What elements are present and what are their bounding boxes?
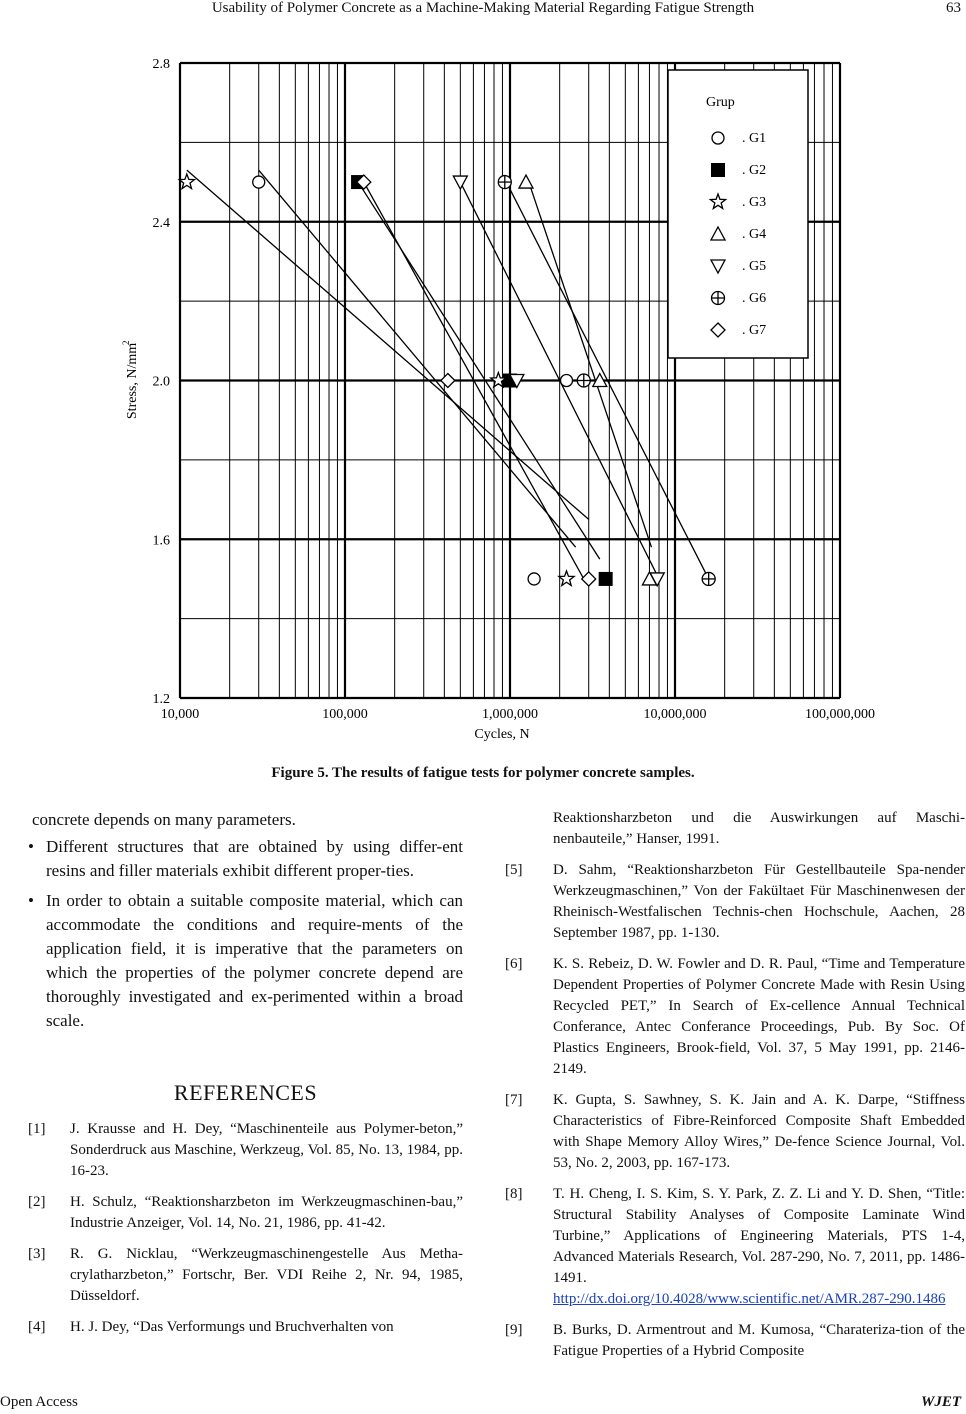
marker-circle (528, 573, 540, 585)
reference-text: B. Burks, D. Armentrout and M. Kumosa, “Charateriza-tion of the Fatigue Properties of a Hybrid Composite (553, 1322, 965, 1359)
legend-title: Grup (706, 95, 735, 110)
x-axis-label: Cycles, N (474, 727, 530, 742)
doi-link[interactable]: http://dx.doi.org/10.4028/www.scientific.net/AMR.287-290.1486 (553, 1291, 946, 1307)
data-point (582, 572, 596, 586)
references-heading: REFERENCES (173, 1080, 318, 1105)
reference-text: K. S. Rebeiz, D. W. Fowler and D. R. Paul, “Time and Temperature Dependent Properties of Polymer Concrete Made with Resin Using Recycled PET,” In Search of Ex-cellence Annual Technical Conferance, Antec Conferance Proceedings, Pub. By Soc. Of Plastics Engineers, Brook-field, Vol. 37, 5 May 1991, pp. 2146-2149. (553, 956, 965, 1077)
legend-entry: . G6 (742, 291, 767, 306)
reference-number: [3] (28, 1246, 46, 1262)
x-tick-label: 10,000,000 (643, 707, 707, 722)
reference-item (505, 860, 965, 944)
marker-triangle-down (453, 176, 467, 189)
data-point (441, 374, 455, 388)
reference-item (28, 1244, 463, 1307)
legend-entry: . G1 (742, 131, 767, 146)
left-column (28, 808, 463, 1348)
legend-entry: . G2 (742, 163, 767, 178)
bullet-item: • Different structures that are obtained by using differ-ent resins and filler materials exhibit different proper-ties. (28, 835, 463, 883)
chart-legend (668, 70, 808, 358)
running-title: Usability of Polymer Concrete as a Machine-Making Material Regarding Fatigue Strength (211, 0, 755, 16)
legend-entry: . G7 (742, 323, 767, 338)
reference-number: [1] (28, 1121, 46, 1137)
x-tick-label: 1,000,000 (482, 707, 538, 722)
reference-text: T. H. Cheng, I. S. Kim, S. Y. Park, Z. Z. Li and Y. D. Shen, “Title: Structural Stability Analyses of Composite Laminate Wind Turbine,” Applications of Engineering Materials, PTS 1-4, Advanced Materials Research, Vol. 287-290, No. 7, 2011, pp. 1486-1491. (553, 1186, 965, 1286)
intro-text: concrete depends on many parameters. (32, 810, 296, 829)
marker-circle (712, 132, 724, 144)
marker-diamond (582, 572, 596, 586)
reference-item (505, 1090, 965, 1174)
reference-number: [9] (505, 1322, 523, 1338)
reference-item (505, 954, 965, 1080)
reference-number: [8] (505, 1186, 523, 1202)
reference-item (28, 1192, 463, 1234)
data-point (519, 175, 533, 188)
reference-number: [7] (505, 1092, 523, 1108)
page-number: 63 (946, 0, 961, 16)
reference-number: [4] (28, 1319, 46, 1335)
data-point (179, 174, 194, 188)
y-tick-label: 2.0 (152, 374, 170, 390)
footer-journal: WJET (920, 1394, 961, 1410)
data-point (577, 374, 590, 387)
y-tick-label: 2.8 (152, 57, 170, 72)
data-point (560, 375, 572, 387)
reference-number: [5] (505, 862, 523, 878)
data-point (702, 572, 715, 585)
reference-number: [6] (505, 956, 523, 972)
y-axis-label: Stress, N/mm (125, 342, 140, 420)
y-tick-label: 1.2 (152, 692, 170, 707)
reference-item (28, 1317, 463, 1338)
x-tick-label: 100,000,000 (805, 707, 875, 722)
data-point (711, 163, 725, 177)
reference-text: R. G. Nicklau, “Werkzeugmaschinengestelle Aus Metha-crylatharzbeton,” Fortschr, Ber. VDI Reihe 2, Nr. 94, 1985, Düsseldorf. (70, 1246, 463, 1304)
reference-text: D. Sahm, “Reaktionsharzbeton Für Gestellbauteile Spa-nender Werkzeugmaschinen,” Von der Fakültaet Für Maschinenwesen der Rheinisch-Westfalischen Technis-chen Hochschule, Aachen, 28 September 1987, pp. 1-130. (553, 862, 965, 941)
reference-number: [2] (28, 1194, 46, 1210)
footer-open-access: Open Access (0, 1394, 78, 1410)
fit-line (259, 170, 576, 547)
x-tick-label: 100,000 (322, 707, 368, 722)
data-point (528, 573, 540, 585)
marker-diamond (441, 374, 455, 388)
x-tick-label: 10,000 (160, 707, 200, 722)
y-tick-label: 1.6 (152, 533, 170, 549)
y-tick-label: 2.4 (152, 215, 170, 231)
reference-text: K. Gupta, S. Sawhney, S. K. Jain and A. K. Darpe, “Stiffness Characteristics of Fibre-Reinforced Composite Shaft Embedded with Shape Memory Alloy Wires,” De-fence Science Journal, Vol. 53, No. 2, 2003, pp. 167-173. (553, 1092, 965, 1171)
legend-box (668, 70, 808, 358)
marker-star (179, 174, 194, 188)
legend-entry: . G5 (742, 259, 767, 274)
marker-triangle-up (519, 175, 533, 188)
data-point (498, 176, 511, 189)
marker-square (711, 163, 725, 177)
data-point (599, 572, 613, 586)
reference-text: H. Schulz, “Reaktionsharzbeton im Werkzeugmaschinen-bau,” Industrie Anzeiger, Vol. 14, No. 21, 1986, pp. 41-42. (70, 1194, 463, 1231)
marker-square (599, 572, 613, 586)
marker-circle (560, 375, 572, 387)
figure-5 (120, 48, 875, 758)
fit-line (529, 182, 652, 547)
figure-caption: Figure 5. The results of fatigue tests for polymer concrete samples. (271, 765, 695, 781)
data-point (253, 176, 265, 188)
fatigue-chart (120, 48, 875, 758)
data-point (712, 292, 725, 305)
reference-text: J. Krausse and H. Dey, “Maschinenteile aus Polymer-beton,” Sonderdruck aus Maschine, Werkzeug, Vol. 85, No. 13, 1984, pp. 16-23. (70, 1121, 463, 1179)
y-axis-label-superscript: 2 (121, 340, 131, 345)
marker-circle (253, 176, 265, 188)
data-point (559, 571, 574, 585)
marker-star (559, 571, 574, 585)
reference-item (505, 1184, 965, 1310)
right-column (505, 808, 965, 1372)
legend-entry: . G4 (742, 227, 767, 242)
data-point (712, 132, 724, 144)
data-point (453, 176, 467, 189)
reference-item (28, 1119, 463, 1182)
reference-item (505, 1320, 965, 1362)
legend-entry: . G3 (742, 195, 767, 210)
bullet-item: • In order to obtain a suitable composite material, which can accommodate the conditions and require-ments of the application field, it is imperative that the parameters on which the properties of the polymer concrete depend are thoroughly investigated and ex-perimented within a broad scale. (28, 889, 463, 1033)
reference-continuation: Reaktionsharzbeton und die Auswirkungen auf Maschi-nenbauteile,” Hanser, 1991. (553, 810, 965, 847)
page-header (0, 0, 966, 24)
reference-text: H. J. Dey, “Das Verformungs und Bruchverhalten von (70, 1319, 394, 1335)
